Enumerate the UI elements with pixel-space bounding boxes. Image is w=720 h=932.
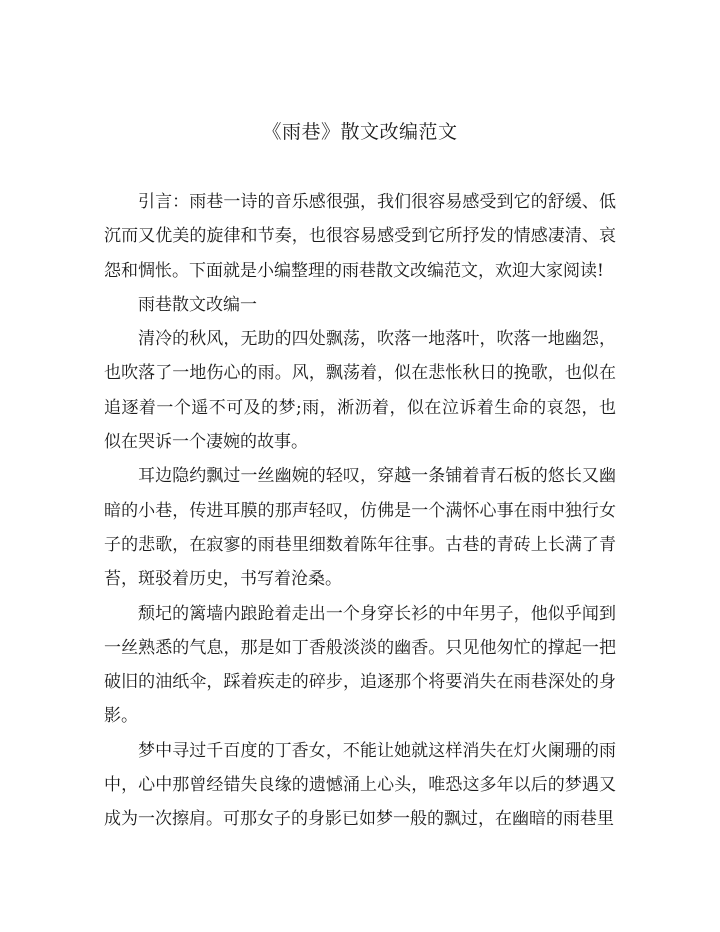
document-body xyxy=(104,185,616,837)
section-heading: 雨巷散文改编一 xyxy=(138,294,257,315)
paragraph: 耳边隐约飘过一丝幽婉的轻叹，穿越一条铺着青石板的悠长又幽暗的小巷，传进耳膜的那声轻叹，仿佛是一个满怀心事在雨中独行女子的悲歌，在寂寥的雨巷里细数着陈年往事。古巷的青砖上长满了青苔，斑驳着历史，书写着沧桑。 xyxy=(104,466,616,590)
paragraph: 梦中寻过千百度的丁香女，不能让她就这样消失在灯火阑珊的雨中，心中那曾经错失良缘的遗憾涌上心头，唯恐这多年以后的梦遇又成为一次擦肩。可那女子的身影已如梦一般的飘过，在幽暗的雨巷里 xyxy=(104,740,616,830)
paragraph: 清冷的秋风，无助的四处飘荡，吹落一地落叶，吹落一地幽怨，也吹落了一地伤心的雨。风，飘荡着，似在悲怅秋日的挽歌，也似在追逐着一个遥不可及的梦;雨，淅沥着，似在泣诉着生命的哀怨，也似在哭诉一个凄婉的故事。 xyxy=(104,329,616,453)
document-title: 《雨巷》散文改编范文 xyxy=(262,121,458,143)
paragraph-intro: 引言：雨巷一诗的音乐感很强，我们很容易感受到它的舒缓、低沉而又优美的旋律和节奏，也很容易感受到它所抒发的情感凄清、哀怨和惆怅。下面就是小编整理的雨巷散文改编范文，欢迎大家阅读! xyxy=(104,192,616,281)
paragraph: 颓圮的篱墙内踉跄着走出一个身穿长衫的中年男子，他似乎闻到一丝熟悉的气息，那是如丁香般淡淡的幽香。只见他匆忙的撑起一把破旧的油纸伞，踩着疾走的碎步，追逐那个将要消失在雨巷深处的身影。 xyxy=(104,603,616,727)
